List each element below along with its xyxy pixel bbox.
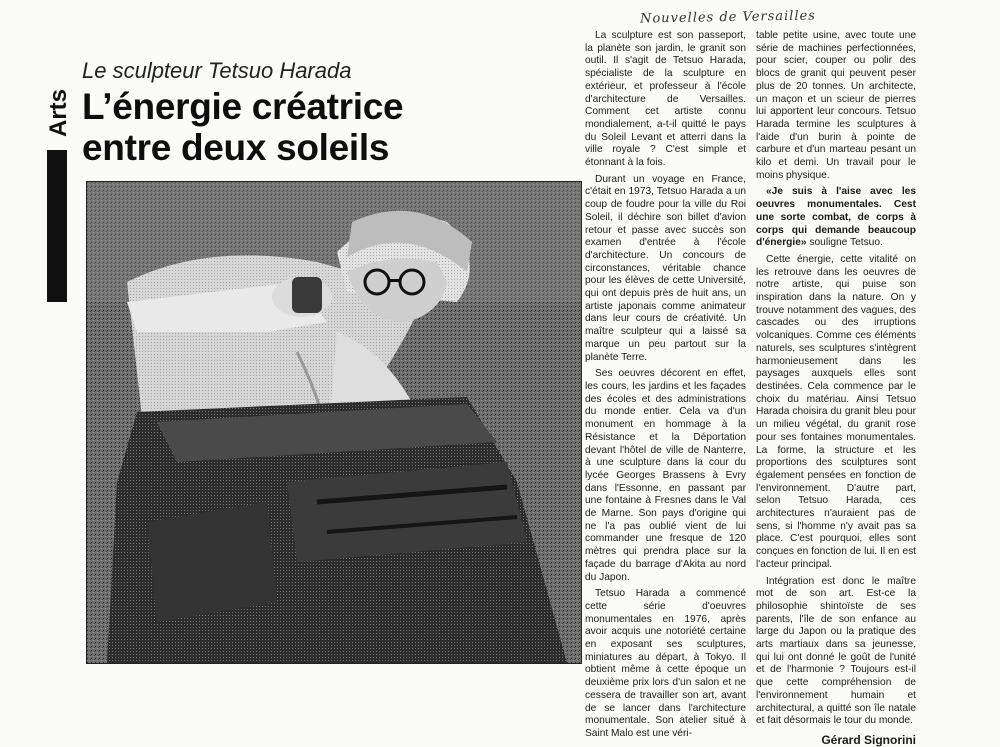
handwritten-note: Nouvelles de Versailles [639, 8, 817, 27]
author-signature: Gérard Signorini [821, 732, 916, 747]
pull-quote-attribution: souligne Tetsuo. [806, 237, 883, 249]
paragraph-7: Intégration est donc le maître mot de son art. Est-ce la philosophie shintoïste de ses parents, l'île de son enfance au large du Japon ou la pratique des arts martiaux dans sa jeunesse, qui lui ont donné le goût de l'unité et de l'harmonie ? Toujours est-il que cette compréhension de l'environnement humain et architectural, a quitté son île natale et fait désormais le tour du monde. [756, 575, 916, 727]
section-label: Arts [45, 88, 73, 138]
article-photo [86, 181, 582, 664]
article-headline [82, 86, 542, 168]
paragraph-1: La sculpture est son passeport, la planète son jardin, le granit son outil. Il s'agit de Tetsuo Harada, spécialiste de la sculpture en extérieur, et professeur à l'école d'architecture de Versailles. Comment cet artiste connu mondialement, a-t-il quitté le pays du Soleil Levant et atterri dans la ville royale ? C'est simple et étonnant à la fois. [585, 30, 746, 169]
article-column-1 [585, 30, 746, 745]
article-column-2 [756, 30, 916, 747]
paragraph-6: Cette énergie, cette vitalité on les retrouve dans les oeuvres de notre artiste, qui puise son inspiration dans la nature. On y trouve notamment des vagues, des cascades ou des irruptions volcaniques. Comme ces éléments naturels, ses sculptures s'intègrent harmonieusement dans les paysages auxquels elles sont destinées. Cela commence par le choix du matériau. Ainsi Tetsuo Harada choisira du granit bleu pour un milieu végétal, du granit rose pour ses fontaines monumentales. La forme, la structure et les proportions des sculptures sont également pensées en fonction de l'environnement. D'autre part, selon Tetsuo Harada, ces architectures n'auraient pas de sens, si l'homme n'y avait pas sa place. C'est pourquoi, elles sont conçues en fonction de lui. Il en est l'acteur principal. [756, 253, 916, 570]
headline-line-2: entre deux soleils [82, 127, 390, 168]
paragraph-3: Ses oeuvres décorent en effet, les cours, les jardins et les façades des écoles et des administrations du monde entier. Cela va d'un monument en hommage à la Résistance et la Déportation devant l'hôtel de ville de Nanterre, à une sculpture dans la cour du lycée Georges Brassens à Evry dans l'Essonne, en passant par une fontaine à Fresnes dans le Val de Marne. Son pays d'origine qui ne l'a pas oublié vient de lui commander une fresque de 120 mètres qui prendra place sur la façade du barrage d'Akita au nord du Japon. [585, 368, 746, 583]
paragraph-5: table petite usine, avec toute une série de machines perfectionnées, pour scier, couper ou polir des blocs de granit qui peuvent peser plus de 20 tonnes. Un architecte, un maçon et un scieur de pierres lui apportent leur concours. Tetsuo Harada termine les sculptures à l'aide d'un burin à pointe de carbure et d'un marteau pesant un kilo et demi. Un travail pour le moins physique. [756, 30, 916, 181]
article-kicker: Le sculpteur Tetsuo Harada [82, 58, 352, 83]
section-bar [47, 150, 67, 302]
pull-quote-paragraph [756, 186, 916, 250]
sculptor-photo-illustration [87, 182, 581, 663]
pull-quote: «Je suis à l'aise avec les oeuvres monumentales. Cest une sorte combat, de corps à corps qui demande beaucoup d'énergie» [756, 186, 916, 249]
headline-line-1: L’énergie créatrice [82, 86, 404, 127]
paragraph-4: Tetsuo Harada a commencé cette série d'oeuvres monumentales en 1976, après avoir acquis une notoriété certaine en exposant ses sculptures, miniatures au départ, à Tokyo. Il obtient même à cette époque un deuxième prix lors d'un salon et ne cessera de travailler son art, avant de se lancer dans l'architecture monumentale. Son atelier situé à Saint Malo est une véri- [585, 588, 746, 739]
paragraph-2: Durant un voyage en France, c'était en 1973, Tetsuo Harada a un coup de foudre pour la ville du Roi Soleil, il déchire son billet d'avion retour et passe avec succès son examen d'entrée à l'école d'architecture. Un concours de circonstances, véritable chance pour les élèves de cette Université, qui ont depuis près de huit ans, un artiste japonais comme animateur dans leur cours de créativité. Un maître sculpteur qui a laissé sa marque un peu partout sur la planète Terre. [585, 173, 746, 363]
